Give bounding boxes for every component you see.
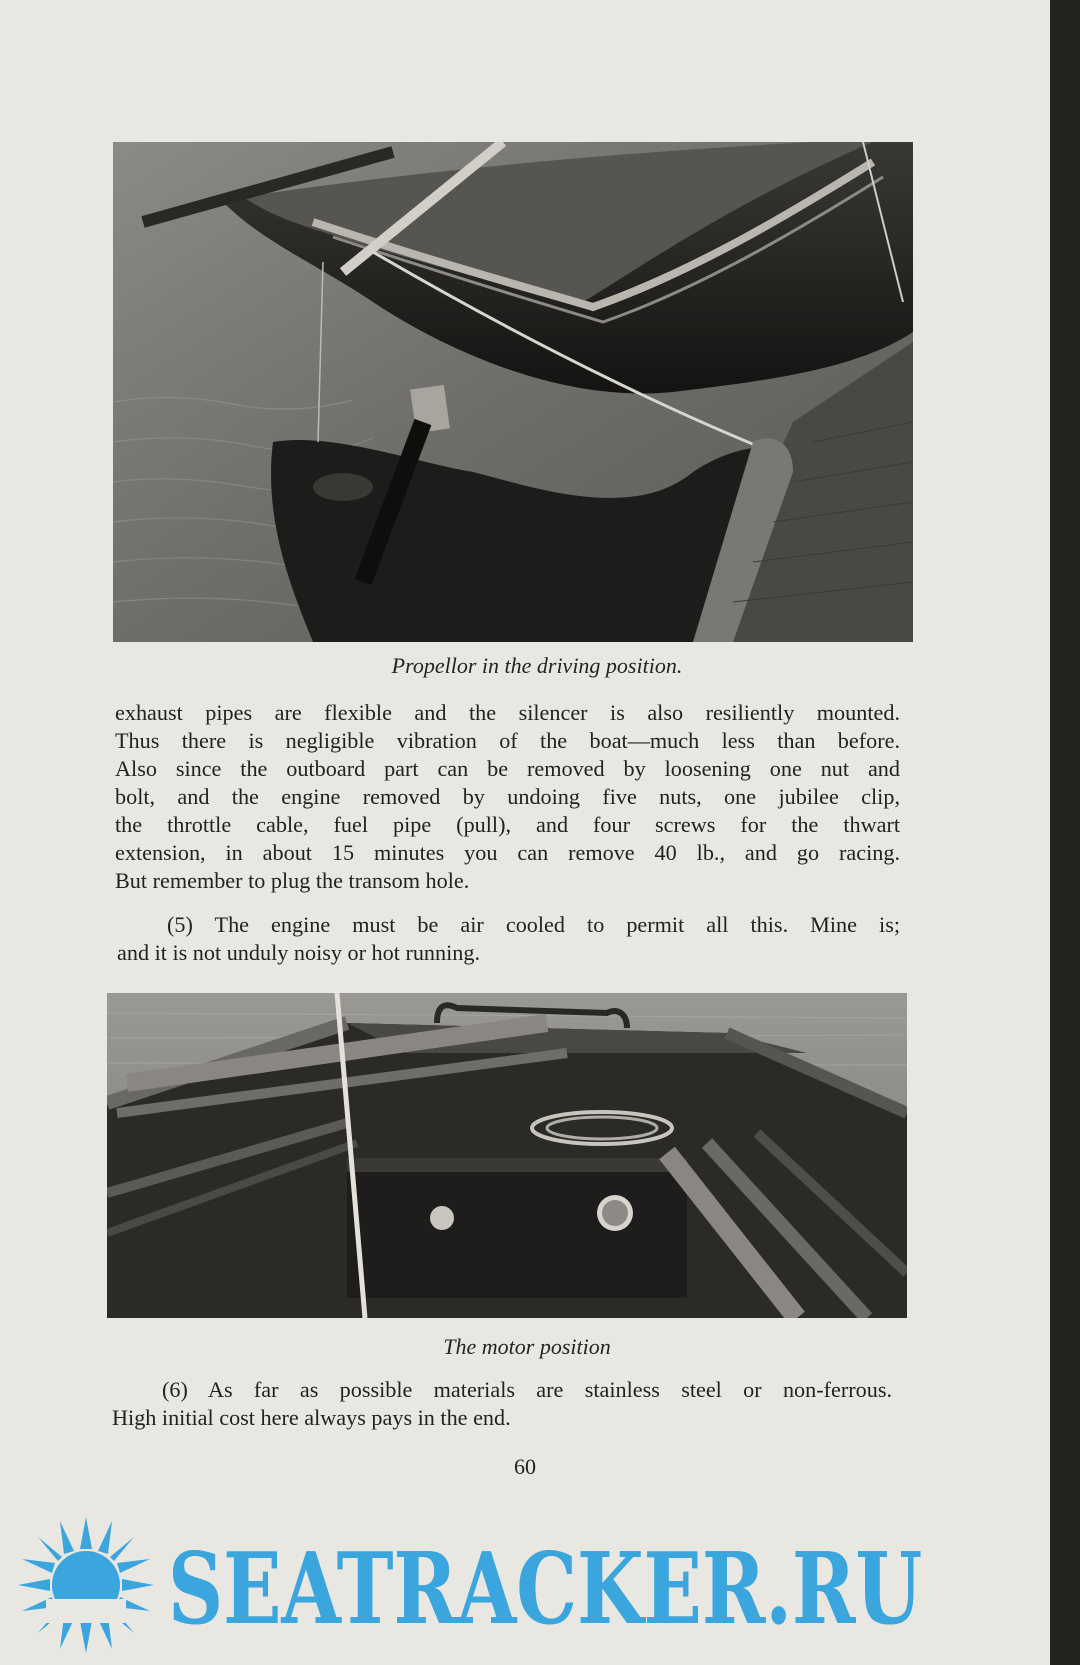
text-line: Also since the outboard part can be removed by loosening one nut and [115,756,900,781]
paragraph-materials [112,1376,892,1432]
text-line: extension, in about 15 minutes you can remove 40 lb., and go racing. [115,840,900,865]
text-line: But remember to plug the transom hole. [115,868,470,893]
motor-photo-image [107,993,907,1318]
text-line: (6) As far as possible materials are stainless steel or non-ferrous. [162,1377,892,1402]
text-line: and it is not unduly noisy or hot running. [117,940,481,965]
paragraph-air-cooled [117,911,900,967]
text-line: Thus there is negligible vibration of the boat—much less than before. [115,728,900,753]
text-line: exhaust pipes are flexible and the silencer is also resiliently mounted. [115,700,900,725]
text-line: High initial cost here always pays in the end. [112,1405,511,1430]
watermark-text: SEATRACKER.RU [168,1532,923,1647]
text-line: the throttle cable, fuel pipe (pull), and four screws for the thwart [115,812,900,837]
motor-photo [107,993,907,1318]
figure-caption-2: The motor position [443,1334,611,1359]
text-line: (5) The engine must be air cooled to permit all this. Mine is; [167,912,900,937]
figure-caption-1: Propellor in the driving position. [391,653,683,678]
propellor-photo [113,142,913,642]
paragraph-exhaust [115,699,900,895]
sun-logo-icon [16,1515,156,1655]
propellor-photo-image [113,142,913,642]
text-line: bolt, and the engine removed by undoing five nuts, one jubilee clip, [115,784,900,809]
page-number: 60 [514,1454,536,1479]
watermark [0,1505,1080,1665]
